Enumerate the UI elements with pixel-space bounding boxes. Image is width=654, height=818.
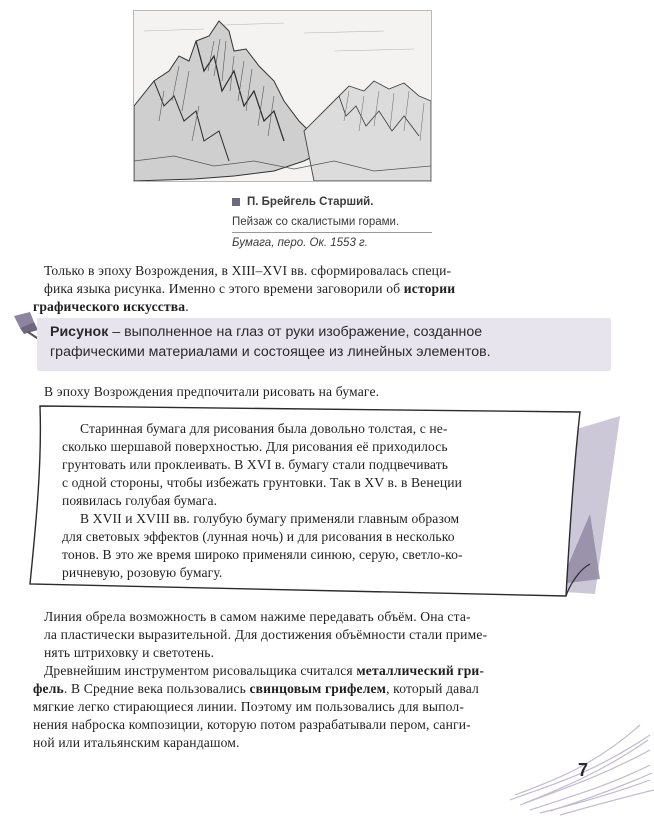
- landscape-illustration: [133, 10, 432, 182]
- body-p1-line-1: Линия обрела возможность в самом нажиме передавать объём. Она ста-: [44, 609, 471, 624]
- caption-title: П. Брейгель Старший.: [247, 196, 374, 208]
- body-p2-line-2: фель. В Средние века пользовались свинцовым грифелем, который давал: [33, 681, 479, 696]
- scroll-line-6: В XVII и XVIII вв. голубую бумагу применяли главным образом: [80, 511, 460, 526]
- caption-title-row: [232, 192, 432, 212]
- scroll-line-8: тонов. В это же время широко применяли синюю, серую, светло-ко-: [62, 547, 463, 562]
- square-bullet-icon: [232, 198, 240, 206]
- term-history: истории: [403, 281, 456, 296]
- term-lead-stylus: свинцовым грифелем: [249, 681, 387, 696]
- scroll-line-4: с одной стороны, чтобы избежать грунтовки. Так в XV в. в Венеции: [62, 475, 462, 490]
- scroll-line-5: появилась голубая бумага.: [62, 493, 218, 508]
- body-p2-line-3: мягкие легко стирающиеся линии. Поэтому им пользовались для выпол-: [33, 699, 464, 714]
- intro-line-2: фика языка рисунка. Именно с этого времени заговорили об истории: [44, 281, 456, 296]
- intro-line-3: графического искусства.: [33, 299, 189, 314]
- intro-line-1: Только в эпоху Возрождения, в XIII–XVI вв. сформировалась специ-: [44, 263, 452, 278]
- body-p1-line-3: нять штриховку и светотень.: [44, 645, 215, 660]
- term-stylus-end: фель: [33, 681, 64, 696]
- scroll-line-3: грунтовать или проклеивать. В XVI в. бумагу стали подцвечивать: [62, 457, 449, 472]
- body-p2-line-1: Древнейшим инструментом рисовальщика считался металлический гри-: [44, 663, 485, 678]
- scroll-line-1: Старинная бумага для рисования была довольно толстая, с не-: [80, 421, 448, 436]
- scroll-note-box: [0, 404, 654, 604]
- illustration-caption: [232, 192, 432, 253]
- definition-line-2: графическими материалами и состоящее из линейных элементов.: [50, 344, 491, 360]
- term-metal-stylus: металлический гри-: [356, 663, 485, 678]
- definition-term: Рисунок: [50, 324, 109, 340]
- definition-box: [37, 318, 611, 371]
- caption-details: Бумага, перо. Ок. 1553 г.: [232, 237, 368, 249]
- mountain-drawing: [134, 11, 431, 181]
- body-p2-line-4: нения наброска композиции, которую потом разрабатывали пером, санги-: [33, 717, 471, 732]
- caption-subtitle: Пейзаж со скалистыми горами.: [232, 216, 400, 228]
- definition-line-1: Рисунок – выполненное на глаз от руки изображение, созданное: [50, 324, 483, 340]
- term-graphic-art: графического искусства: [33, 299, 186, 314]
- body-p2-line-5: ной или итальянским карандашом.: [33, 735, 240, 750]
- scroll-line-7: для световых эффектов (лунная ночь) и для рисования в несколько: [62, 529, 455, 544]
- brush-stroke-decoration: [500, 705, 654, 818]
- scroll-line-9: ричневую, розовую бумагу.: [62, 565, 223, 580]
- page-number: 7: [578, 760, 589, 780]
- scroll-line-2: сколько шершавой поверхностью. Для рисования её приходилось: [62, 439, 448, 454]
- body-p1-line-2: ла пластически выразительной. Для достижения объёмности стали приме-: [44, 627, 488, 642]
- renaissance-note: В эпоху Возрождения предпочитали рисовать на бумаге.: [44, 384, 380, 399]
